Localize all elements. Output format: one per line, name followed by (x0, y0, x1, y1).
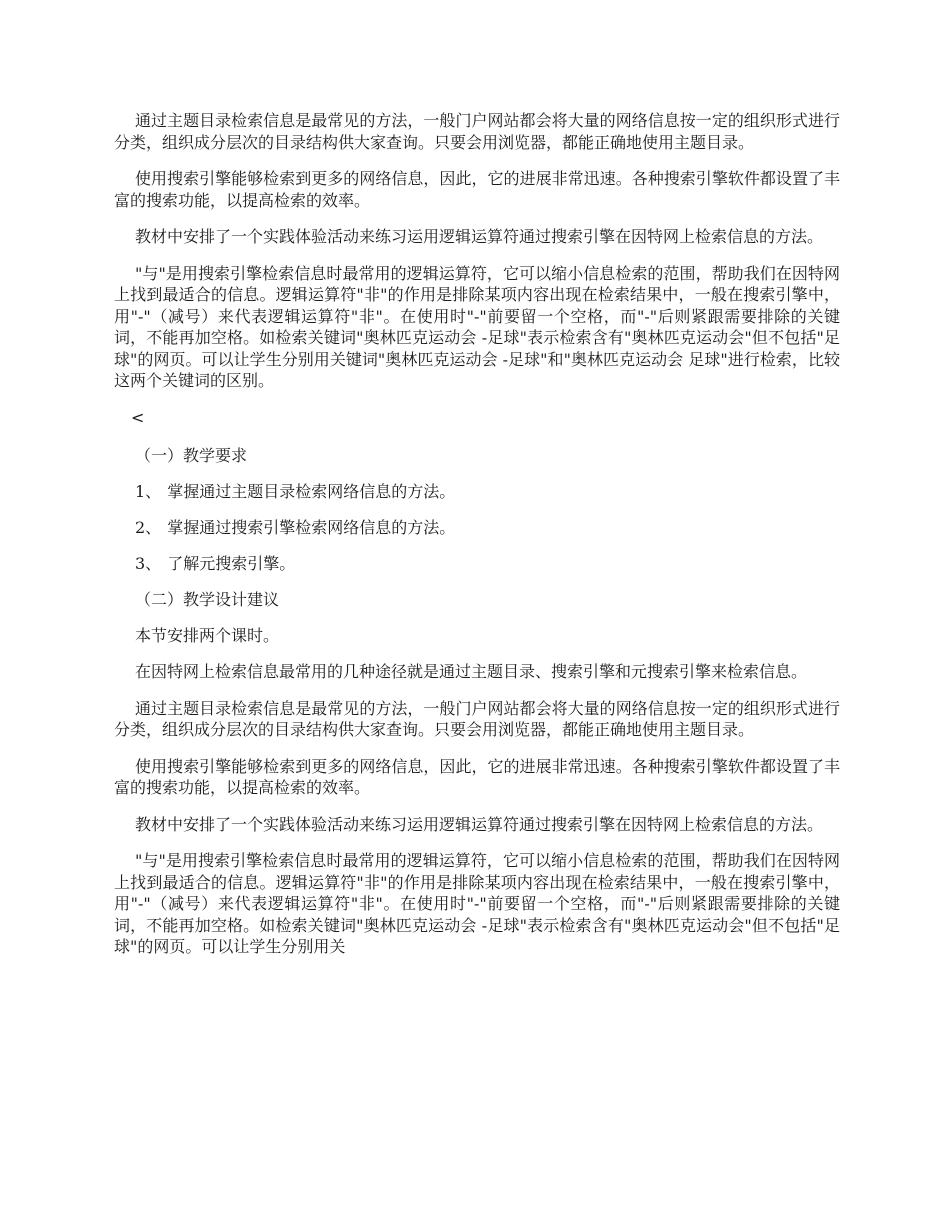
paragraph-search-methods: 在因特网上检索信息最常用的几种途径就是通过主题目录、搜索引擎和元搜索引擎来检索信息。 (135, 662, 808, 681)
stray-symbol: < (131, 407, 145, 427)
list-number: 1、 (135, 481, 162, 501)
paragraph-logic-operators: "与"是用搜索引擎检索信息时最常用的逻辑运算符，它可以缩小信息检索的范围，帮助我们在因特网上找到最适合的信息。逻辑运算符"非"的作用是排除某项内容出现在检索结果中，一般在搜索引擎中，用"-"（减号）来代表逻辑运算符"非"。在使用时"-"前要留一个空格，而"-"后则紧跟需要排除的关键词，不能再加空格。如检索关键词"奥林匹克运动会 -足球"表示检索含有"奥林匹克运动会"但不包括"足球"的网页。可以让学生分别用关键词"奥林匹克运动会 -足球"和"奥林匹克运动会 足球"进行检索，比较这两个关键词的区别。 (114, 263, 840, 390)
section-heading-requirements: （一）教学要求 (135, 445, 248, 465)
list-text: 了解元搜索引擎。 (167, 553, 296, 573)
document-page (114, 110, 840, 958)
paragraph-topic-directory: 通过主题目录检索信息是最常见的方法，一般门户网站都会将大量的网络信息按一定的组织形式进行分类，组织成分层次的目录结构供大家查询。只要会用浏览器，都能正确地使用主题目录。 (114, 111, 840, 152)
list-number: 3、 (135, 553, 162, 573)
paragraph-practice-activity: 教材中安排了一个实践体验活动来练习运用逻辑运算符通过搜索引擎在因特网上检索信息的方法。 (135, 227, 824, 246)
list-text: 掌握通过主题目录检索网络信息的方法。 (167, 481, 456, 501)
list-text: 掌握通过搜索引擎检索网络信息的方法。 (167, 517, 456, 537)
paragraph-search-engine: 使用搜索引擎能够检索到更多的网络信息，因此，它的进展非常迅速。各种搜索引擎软件都设置了丰富的搜索功能，以提高检索的效率。 (114, 169, 840, 210)
section-heading-design-suggestions: （二）教学设计建议 (135, 589, 280, 609)
list-item (114, 517, 840, 538)
paragraph-logic-operators: "与"是用搜索引擎检索信息时最常用的逻辑运算符，它可以缩小信息检索的范围，帮助我们在因特网上找到最适合的信息。逻辑运算符"非"的作用是排除某项内容出现在检索结果中，一般在搜索引擎中，用"-"（减号）来代表逻辑运算符"非"。在使用时"-"前要留一个空格，而"-"后则紧跟需要排除的关键词，不能再加空格。如检索关键词"奥林匹克运动会 -足球"表示检索含有"奥林匹克运动会"但不包括"足球"的网页。可以让学生分别用关 (114, 851, 840, 956)
paragraph-search-engine: 使用搜索引擎能够检索到更多的网络信息，因此，它的进展非常迅速。各种搜索引擎软件都设置了丰富的搜索功能，以提高检索的效率。 (114, 756, 840, 797)
paragraph-practice-activity: 教材中安排了一个实践体验活动来练习运用逻辑运算符通过搜索引擎在因特网上检索信息的方法。 (135, 814, 824, 834)
list-number: 2、 (135, 517, 162, 537)
list-item (114, 553, 840, 574)
paragraph-class-hours: 本节安排两个课时。 (135, 625, 280, 645)
list-item (114, 481, 840, 502)
paragraph-topic-directory: 通过主题目录检索信息是最常见的方法，一般门户网站都会将大量的网络信息按一定的组织形式进行分类，组织成分层次的目录结构供大家查询。只要会用浏览器，都能正确地使用主题目录。 (114, 698, 840, 739)
